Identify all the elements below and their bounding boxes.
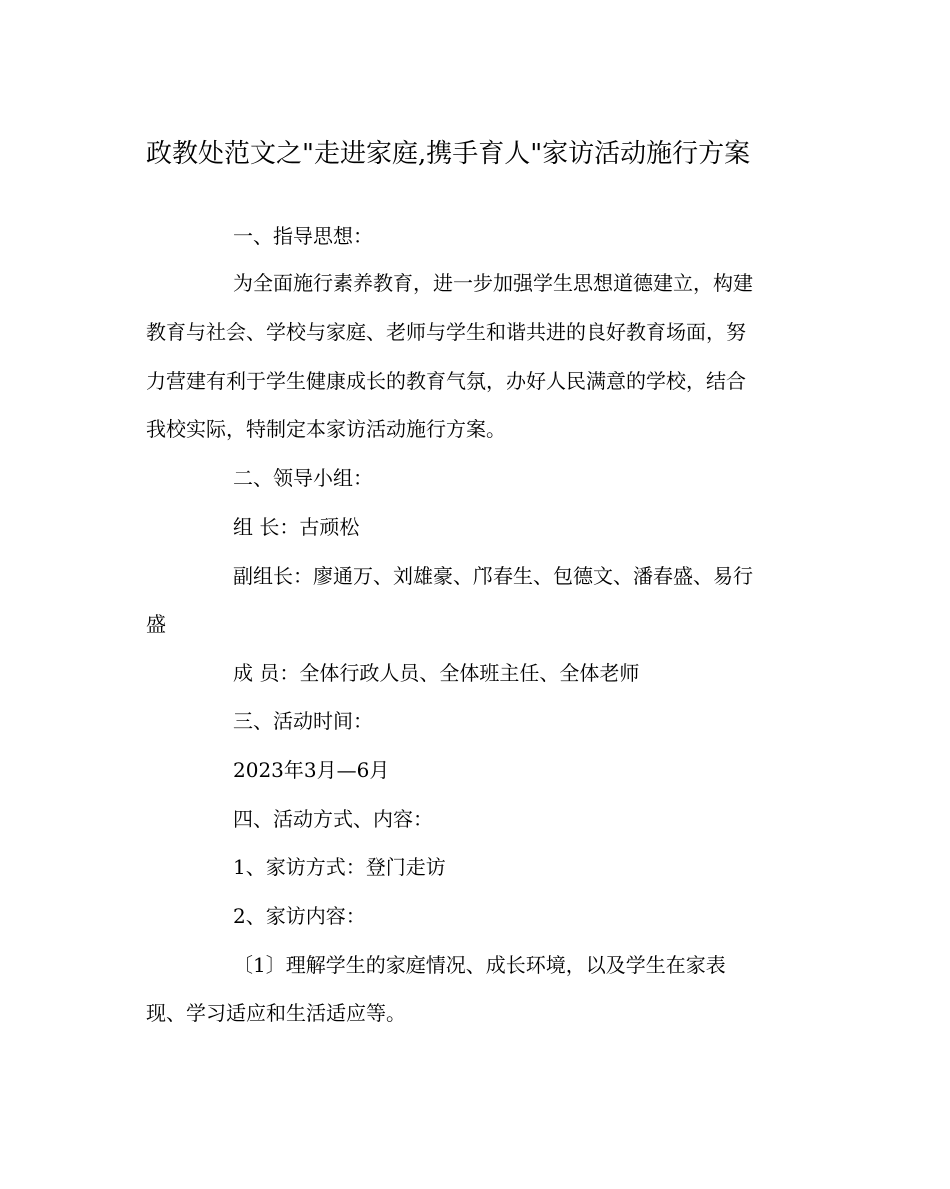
paragraph-line: 教育与社会、学校与家庭、老师与学生和谐共进的良好教育场面，努 [146,320,746,344]
activity-time: 2023年3月—6月 [233,758,390,782]
visit-method: 1、家访方式：登门走访 [233,855,446,879]
visit-content-item-continued: 现、学习适应和生活适应等。 [146,1001,406,1025]
paragraph-line: 为全面施行素养教育，进一步加强学生思想道德建立，构建 [233,271,753,295]
deputy-leaders-continued: 盛 [146,612,166,636]
visit-content-item: 〔1〕理解学生的家庭情况、成长环境，以及学生在家表 [233,953,726,977]
heading-activity-method: 四、活动方式、内容： [233,807,433,831]
deputy-leaders: 副组长：廖通万、刘雄豪、邝春生、包德文、潘春盛、易行 [233,564,753,588]
heading-activity-time: 三、活动时间： [233,709,373,733]
document-title: 政教处范文之"走进家庭,携手育人"家访活动施行方案 [146,139,751,169]
heading-leadership-group: 二、领导小组： [233,466,373,490]
members: 成 员：全体行政人员、全体班主任、全体老师 [233,661,640,685]
heading-guiding-thought: 一、指导思想： [233,224,373,248]
group-leader: 组 长：古顽松 [233,515,360,539]
paragraph-line: 我校实际，特制定本家访活动施行方案。 [146,417,506,441]
visit-content-heading: 2、家访内容： [233,904,366,928]
paragraph-line: 力营建有利于学生健康成长的教育气氛，办好人民满意的学校，结合 [146,369,746,393]
